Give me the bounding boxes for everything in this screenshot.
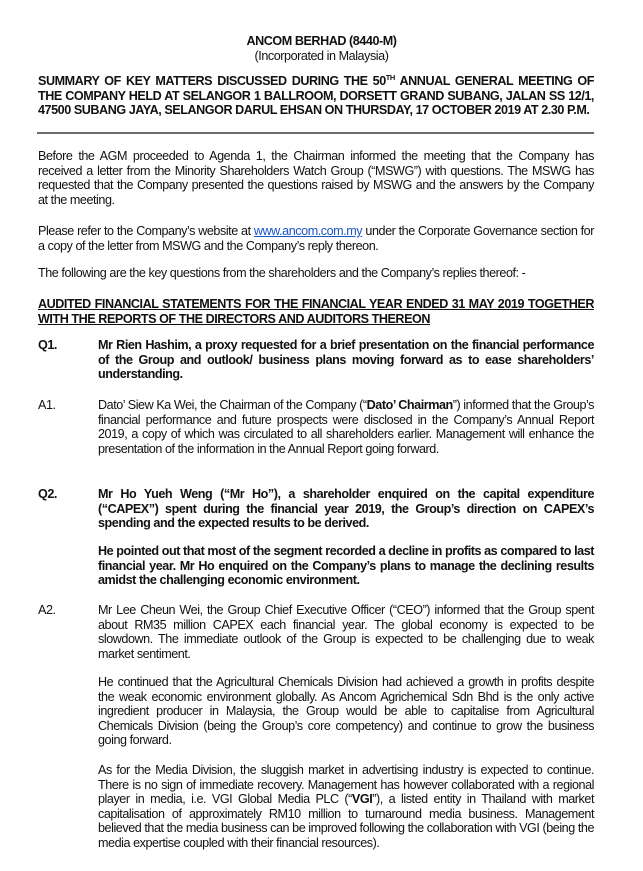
question-text: Mr Ho Yueh Weng (“Mr Ho”), a shareholder enquired on the capital expenditure (“CAPEX”) spent during the financial year 2019, the Group’s direction on CAPEX’s spending and the expected results to be derived.: [98, 487, 594, 531]
section-heading: AUDITED FINANCIAL STATEMENTS FOR THE FINANCIAL YEAR ENDED 31 MAY 2019 TOGETHER WITH THE REPORTS OF THE DIRECTORS AND AUDITORS THEREON: [38, 297, 594, 326]
answer-text-part: ”), a listed entity in Thailand with market capitalisation of approximately RM10 million to turnaround media business. Management believed that the media business can be improved following the collaboration with VGI (being the media expertise coupled with their financial resources).: [98, 792, 594, 850]
document-title: [38, 74, 594, 118]
title-divider: [37, 132, 594, 134]
answer-text: [98, 763, 594, 851]
answer-text: [98, 398, 594, 456]
answer-text: Mr Lee Cheun Wei, the Group Chief Executive Officer (“CEO”) informed that the Group spent about RM35 million CAPEX each financial year. The global economy is expected to be slowdown. The immediate outlook of the Group is expected to be challenging due to weak market sentiment.: [98, 603, 594, 661]
title-text-part1: SUMMARY OF KEY MATTERS DISCUSSED DURING THE 50: [38, 74, 386, 88]
title-superscript: TH: [385, 72, 395, 82]
defined-term: Dato’ Chairman: [366, 398, 453, 412]
question-text: He pointed out that most of the segment recorded a decline in profits as compared to last financial year. Mr Ho enquired on the Company’s plans to manage the declining results amidst the challenging economic environment.: [98, 544, 594, 588]
incorporation-note: (Incorporated in Malaysia): [254, 49, 389, 63]
intro-text: under the Corporate Governance section for a copy of the letter from MSWG and the Company’s reply thereon.: [38, 224, 594, 253]
qa-label: Q2.: [38, 487, 57, 501]
company-name: ANCOM BERHAD (8440-M): [246, 34, 397, 48]
intro-paragraph-2: [38, 224, 594, 253]
qa-label: A1.: [38, 398, 56, 412]
defined-term: VGI: [351, 792, 373, 807]
answer-text-part: As for the Media Division, the sluggish market in advertising industry is expected to continue. There is no sign of immediate recovery. Management has however collaborated with a regional player in media, i.e. VGI Global Media PLC (“: [98, 763, 594, 807]
intro-paragraph-1: Before the AGM proceeded to Agenda 1, the Chairman informed the meeting that the Company has received a letter from the Minority Shareholders Watch Group (“MSWG”) with questions. The MSWG has requested that the Company presented the questions raised by MSWG and the answers by the Company at the meeting.: [38, 149, 594, 207]
answer-text-part: Dato’ Siew Ka Wei, the Chairman of the Company (“: [98, 398, 367, 412]
qa-label: Q1.: [38, 338, 57, 352]
intro-paragraph-3: The following are the key questions from the shareholders and the Company’s replies thereof: -: [38, 266, 526, 280]
question-text: Mr Rien Hashim, a proxy requested for a brief presentation on the financial performance of the Group and outlook/ business plans moving forward as to ease shareholders’ understanding.: [98, 338, 594, 382]
company-website-link[interactable]: www.ancom.com.my: [253, 224, 363, 238]
title-text-part2: ANNUAL GENERAL MEETING OF THE COMPANY HELD AT SELANGOR 1 BALLROOM, DORSETT GRAND SUBANG, JALAN SS 12/1, 47500 SUBANG JAYA, SELANGOR DARUL EHSAN ON THURSDAY, 17 OCTOBER 2019 AT 2.30 P.M.: [38, 74, 594, 117]
intro-text: Please refer to the Company’s website at: [38, 224, 254, 238]
qa-label: A2.: [38, 603, 56, 617]
answer-text-part: ”) informed that the Group’s financial performance and future prospects were disclosed in the Company’s Annual Report 2019, a copy of which was circulated to all shareholders earlier. Management will enhance the presentation of the information in the Annual Report going forward.: [98, 398, 595, 456]
answer-text: He continued that the Agricultural Chemicals Division had achieved a growth in profits despite the weak economic environment globally. As Ancom Agrichemical Sdn Bhd is the only active ingredient producer in Malaysia, the Group would be able to capitalise from Agricultural Chemicals Division (being the Group’s core competency) and continue to grow the business going forward.: [98, 675, 594, 748]
